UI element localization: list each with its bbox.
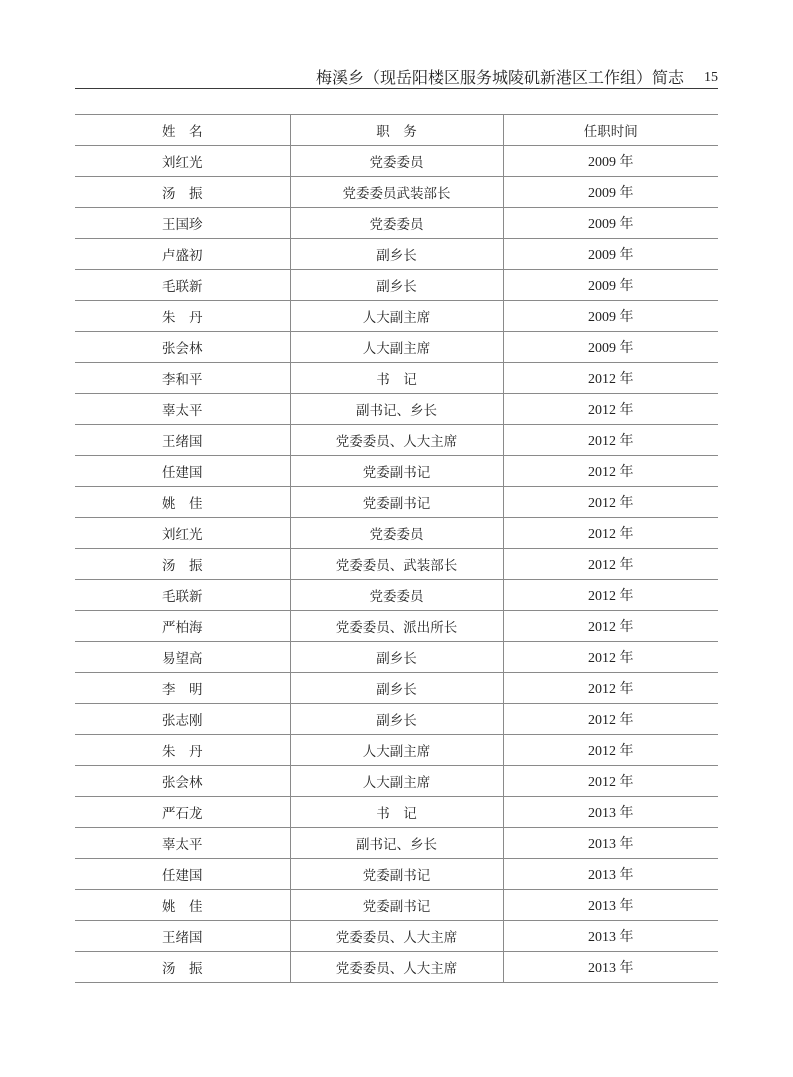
cell-post: 副书记、乡长 [290,394,503,425]
cell-post: 党委委员 [290,518,503,549]
table-row [75,766,718,797]
officials-table [75,114,718,983]
cell-year: 2012 年 [503,394,718,425]
cell-name: 张会林 [75,766,290,797]
cell-year: 2012 年 [503,611,718,642]
table-row [75,611,718,642]
cell-year: 2009 年 [503,208,718,239]
cell-post: 党委委员、武装部长 [290,549,503,580]
table-row [75,332,718,363]
table-row [75,270,718,301]
column-header-year: 任职时间 [503,115,718,146]
cell-post: 人大副主席 [290,735,503,766]
cell-name: 朱 丹 [75,301,290,332]
table-header [75,115,718,146]
table-row [75,549,718,580]
cell-post: 书 记 [290,363,503,394]
table-row [75,301,718,332]
table-row [75,487,718,518]
cell-year: 2012 年 [503,580,718,611]
table-row [75,890,718,921]
cell-post: 副乡长 [290,642,503,673]
cell-year: 2013 年 [503,797,718,828]
cell-name: 易望高 [75,642,290,673]
cell-name: 任建国 [75,456,290,487]
cell-name: 王绪国 [75,921,290,952]
cell-year: 2012 年 [503,518,718,549]
cell-post: 党委委员 [290,580,503,611]
cell-name: 严石龙 [75,797,290,828]
cell-post: 党委委员 [290,208,503,239]
cell-name: 李 明 [75,673,290,704]
table-row [75,921,718,952]
cell-post: 党委委员 [290,146,503,177]
cell-year: 2012 年 [503,456,718,487]
cell-post: 人大副主席 [290,766,503,797]
table-row [75,363,718,394]
cell-year: 2012 年 [503,549,718,580]
table-row [75,952,718,983]
cell-year: 2012 年 [503,363,718,394]
cell-post: 党委副书记 [290,487,503,518]
cell-year: 2012 年 [503,704,718,735]
table-row [75,673,718,704]
cell-name: 卢盛初 [75,239,290,270]
header-rule [75,88,718,89]
cell-post: 人大副主席 [290,301,503,332]
cell-name: 汤 振 [75,952,290,983]
cell-year: 2012 年 [503,735,718,766]
table-row [75,456,718,487]
table-row [75,704,718,735]
column-header-name: 姓 名 [75,115,290,146]
cell-name: 毛联新 [75,580,290,611]
cell-post: 书 记 [290,797,503,828]
cell-name: 辜太平 [75,394,290,425]
table-row [75,735,718,766]
cell-year: 2009 年 [503,239,718,270]
table-row [75,797,718,828]
cell-year: 2009 年 [503,301,718,332]
table-row [75,642,718,673]
cell-name: 姚 佳 [75,487,290,518]
cell-name: 毛联新 [75,270,290,301]
cell-year: 2009 年 [503,270,718,301]
cell-post: 党委副书记 [290,890,503,921]
table-header-row [75,115,718,146]
cell-post: 副乡长 [290,270,503,301]
table-row [75,518,718,549]
cell-year: 2009 年 [503,177,718,208]
cell-post: 副乡长 [290,673,503,704]
cell-year: 2012 年 [503,673,718,704]
cell-post: 党委委员、人大主席 [290,952,503,983]
cell-year: 2012 年 [503,487,718,518]
cell-post: 党委委员、人大主席 [290,921,503,952]
cell-name: 严柏海 [75,611,290,642]
cell-year: 2013 年 [503,859,718,890]
cell-name: 汤 振 [75,549,290,580]
cell-post: 党委副书记 [290,859,503,890]
table-row [75,425,718,456]
cell-name: 张会林 [75,332,290,363]
cell-year: 2012 年 [503,642,718,673]
cell-name: 汤 振 [75,177,290,208]
cell-post: 副书记、乡长 [290,828,503,859]
cell-post: 党委副书记 [290,456,503,487]
table-row [75,394,718,425]
cell-year: 2013 年 [503,952,718,983]
cell-post: 党委委员、人大主席 [290,425,503,456]
table-row [75,580,718,611]
cell-year: 2013 年 [503,921,718,952]
cell-post: 副乡长 [290,704,503,735]
table-row [75,239,718,270]
page-number: 15 [704,70,718,85]
table-row [75,208,718,239]
cell-name: 任建国 [75,859,290,890]
cell-name: 刘红光 [75,146,290,177]
table-row [75,146,718,177]
column-header-post: 职 务 [290,115,503,146]
cell-name: 辜太平 [75,828,290,859]
table-body [75,146,718,983]
cell-post: 副乡长 [290,239,503,270]
cell-name: 朱 丹 [75,735,290,766]
cell-name: 张志刚 [75,704,290,735]
cell-post: 人大副主席 [290,332,503,363]
cell-year: 2012 年 [503,766,718,797]
table-row [75,828,718,859]
cell-year: 2009 年 [503,332,718,363]
cell-name: 刘红光 [75,518,290,549]
cell-post: 党委委员、派出所长 [290,611,503,642]
cell-name: 王绪国 [75,425,290,456]
cell-year: 2012 年 [503,425,718,456]
cell-name: 王国珍 [75,208,290,239]
cell-year: 2013 年 [503,828,718,859]
cell-post: 党委委员武装部长 [290,177,503,208]
cell-name: 李和平 [75,363,290,394]
book-title: 梅溪乡（现岳阳楼区服务城陵矶新港区工作组）简志 [315,68,684,87]
cell-year: 2009 年 [503,146,718,177]
cell-name: 姚 佳 [75,890,290,921]
table-row [75,177,718,208]
table-row [75,859,718,890]
cell-year: 2013 年 [503,890,718,921]
